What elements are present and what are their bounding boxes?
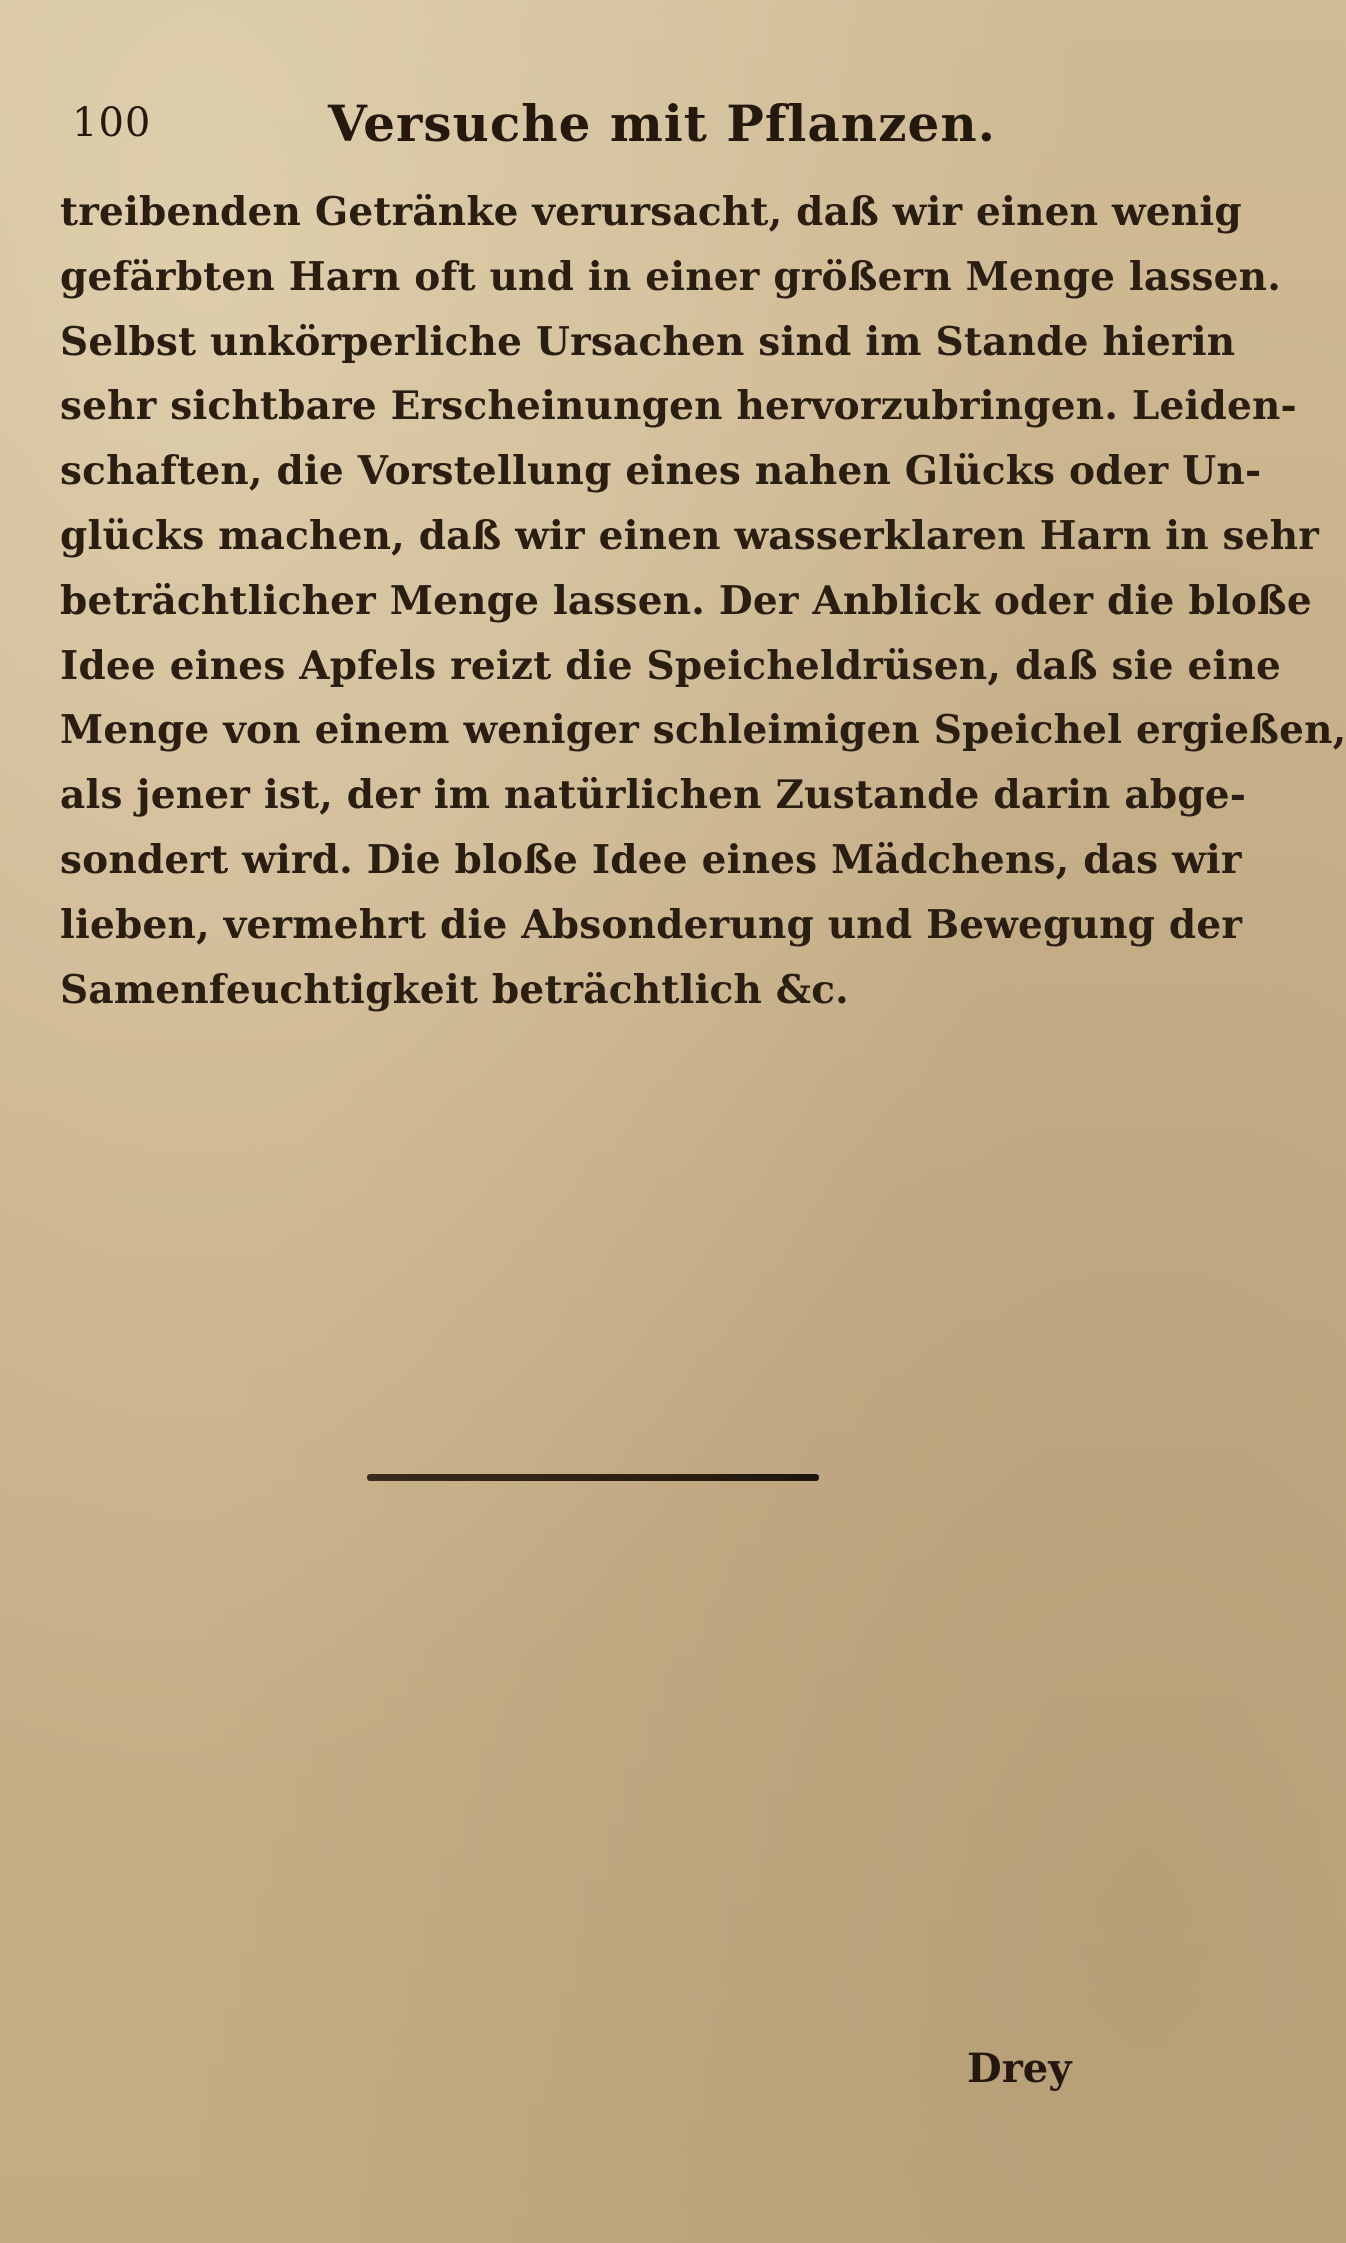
text-line: Selbst unkörperliche Ursachen sind im Stande hierin [60, 318, 1236, 365]
text-line: schaften, die Vorstellung eines nahen Glücks oder Un- [60, 448, 1262, 495]
text-line: sondert wird. Die bloße Idee eines Mädchens, das wir [60, 836, 1242, 883]
running-title: Versuche mit Pflanzen. [328, 94, 997, 153]
text-line: treibenden Getränke verursacht, daß wir einen wenig [60, 189, 1242, 235]
text-line: sehr sichtbare Erscheinungen hervorzubringen. Leiden- [60, 383, 1297, 430]
text-line: Idee eines Apfels reizt die Speicheldrüsen, daß sie eine [60, 642, 1282, 689]
text-line: als jener ist, der im natürlichen Zustande darin abge- [60, 772, 1247, 819]
text-line: gefärbten Harn oft und in einer größern Menge lassen. [60, 253, 1282, 300]
catchword: Drey [967, 2045, 1072, 2092]
page-header [58, 92, 1118, 162]
text-line: glücks machen, daß wir einen wasserklaren Harn in sehr [60, 512, 1320, 559]
text-line: beträchtlicher Menge lassen. Der Anblick oder die bloße [60, 577, 1312, 624]
body-text [60, 180, 1346, 1022]
text-line: Samenfeuchtigkeit beträchtlich &c. [60, 966, 849, 1013]
section-divider-rule [367, 1474, 819, 1481]
text-line: lieben, vermehrt die Absonderung und Bewegung der [60, 901, 1243, 948]
text-line: Menge von einem weniger schleimigen Speichel ergießen, [60, 707, 1346, 754]
page-number: 100 [72, 100, 152, 146]
